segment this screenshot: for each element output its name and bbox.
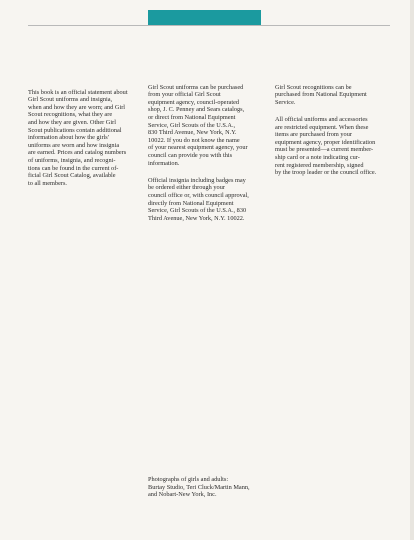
column-intro: [28, 81, 146, 197]
photo-credits: Photographs of girls and adults: Burtay Studio, Teri Cluck/Martin Mann, and Nobart-New York, Inc.: [148, 476, 250, 499]
intro-paragraph: This book is an official statement about Girl Scout uniforms and insignia, when and how they are worn; and Girl Scout recognitions, what they are and how they are given. Other Girl Scout publications contain additional information about how the girls' uniforms are worn and how insignia are earned. Prices and catalog numbers of uniforms, insignia, and recogni- tions can be found in the current of- ficial Girl Scout Catalog, available to all members.: [28, 88, 128, 187]
insignia-order-paragraph: Official insignia including badges may be ordered either through your council office or, with council approval, directly from National Equipment Service, Girl Scouts of the U.S.A., 830 Third Avenue, New York, N.Y. 10022.: [148, 176, 249, 222]
column-recognitions: [275, 76, 395, 186]
page-edge: [410, 0, 414, 540]
recognitions-paragraph: Girl Scout recognitions can be purchased from National Equipment Service.: [275, 83, 367, 106]
header-rule: [28, 25, 390, 26]
restricted-equipment-paragraph: All official uniforms and accessories are restricted equipment. When these items are purchased from your equipment agency, proper identification must be presented—a current member- ship card or a note indicating cur- rent registered membership, signed by the troop leader or the council office.: [275, 115, 377, 177]
uniform-purchase-paragraph: Girl Scout uniforms can be purchased from your official Girl Scout equipment agency, council-operated shop, J. C. Penney and Sears catalogs, or direct from National Equipment Service, Girl Scouts of the U.S.A., 830 Third Avenue, New York, N.Y. 10022. If you do not know the name of your nearest equipment agency, your council can provide you with this information.: [148, 83, 248, 167]
column-purchasing: [148, 76, 268, 232]
header-color-band: [148, 10, 261, 26]
